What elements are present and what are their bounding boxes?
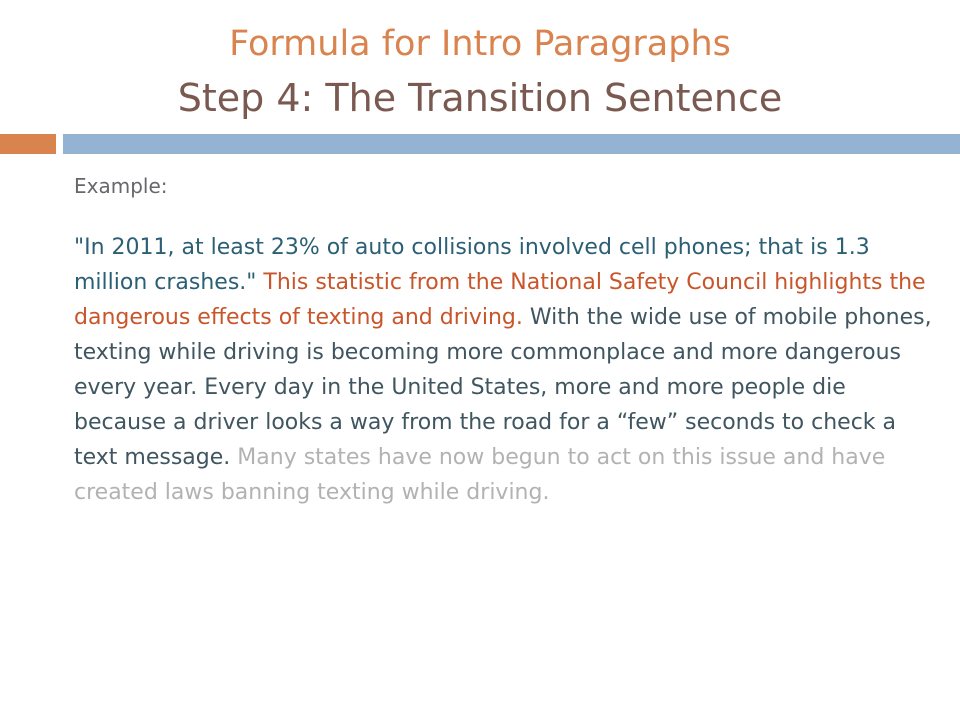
divider-accent-blue bbox=[63, 134, 960, 154]
slide-body bbox=[74, 170, 942, 510]
example-label: Example: bbox=[74, 174, 168, 198]
example-paragraph bbox=[74, 230, 942, 510]
divider-accent-orange bbox=[0, 134, 56, 154]
slide-subtitle: Step 4: The Transition Sentence bbox=[177, 76, 783, 120]
slide-title: Formula for Intro Paragraphs bbox=[229, 24, 731, 64]
hook-explanation: This statistic from the National Safety Council highlights the dangerous effects of texting and driving. bbox=[74, 270, 926, 330]
header-divider bbox=[0, 134, 960, 154]
transition-sentence: Many states have now begun to act on this issue and have created laws banning texting while driving. bbox=[74, 445, 886, 505]
slide-header bbox=[0, 18, 960, 126]
background-sentences: With the wide use of mobile phones, texting while driving is becoming more commonplace and more dangerous every year. Every day in the United States, more and more people die because a driver looks a way from the road for a “few” seconds to check a text message. bbox=[74, 305, 932, 470]
hook-quote: "In 2011, at least 23% of auto collisions involved cell phones; that is 1.3 million crashes." bbox=[74, 235, 870, 295]
